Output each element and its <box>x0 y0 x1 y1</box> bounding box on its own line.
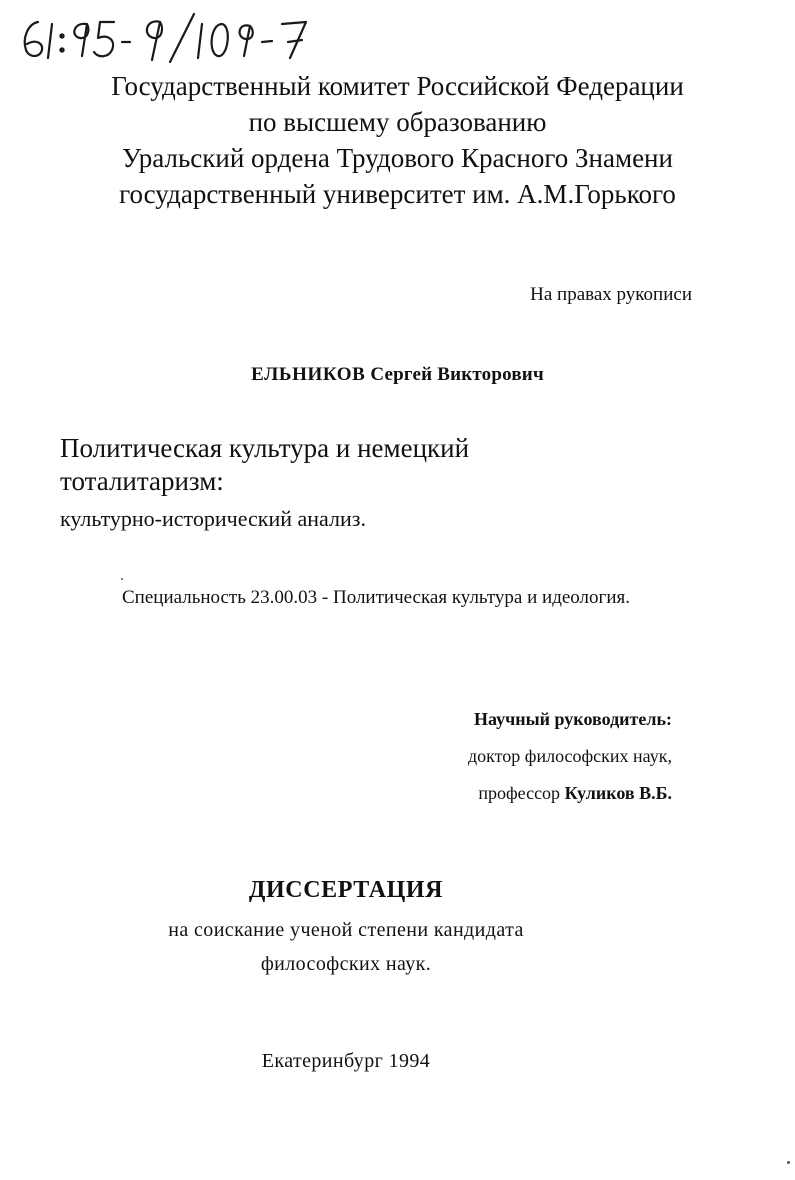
specialty-line: Специальность 23.00.03 - Политическая культура и идеология. <box>122 587 630 608</box>
title-line-1: Политическая культура и немецкий <box>60 433 470 463</box>
scientific-advisor <box>380 701 672 812</box>
handwritten-archive-number <box>10 8 330 64</box>
advisor-degree: доктор философских наук, <box>468 746 672 766</box>
author-surname: ЕЛЬНИКОВ <box>251 364 366 385</box>
advisor-heading: Научный руководитель: <box>474 709 672 729</box>
author-name <box>0 364 795 386</box>
advisor-title: профессор <box>478 783 561 803</box>
institution-line-1: Государственный комитет Российской Федерации <box>111 71 684 101</box>
scan-speck <box>787 1161 790 1164</box>
institution-header <box>0 68 795 212</box>
degree-line-1: на соискание ученой степени кандидата <box>168 919 524 941</box>
degree-sought <box>0 913 692 981</box>
institution-line-2: по высшему образованию <box>248 107 547 137</box>
institution-line-4: государственный университет им. А.М.Горького <box>119 179 676 209</box>
scan-speck <box>121 578 123 580</box>
advisor-name-line <box>380 775 672 812</box>
institution-line-3: Уральский ордена Трудового Красного Знамени <box>122 143 673 173</box>
degree-line-2: философских наук. <box>260 953 432 975</box>
advisor-name: Куликов В.Б. <box>564 783 672 803</box>
author-given-name: Сергей Викторович <box>370 364 544 385</box>
title-subtitle: культурно-исторический анализ. <box>60 506 366 531</box>
title-line-2: тоталитаризм: <box>60 466 224 496</box>
document-type-heading: ДИССЕРТАЦИЯ <box>248 877 444 903</box>
dissertation-title <box>60 432 469 535</box>
manuscript-rights-note: На правах рукописи <box>530 284 692 305</box>
city-year: Екатеринбург 1994 <box>261 1050 431 1072</box>
